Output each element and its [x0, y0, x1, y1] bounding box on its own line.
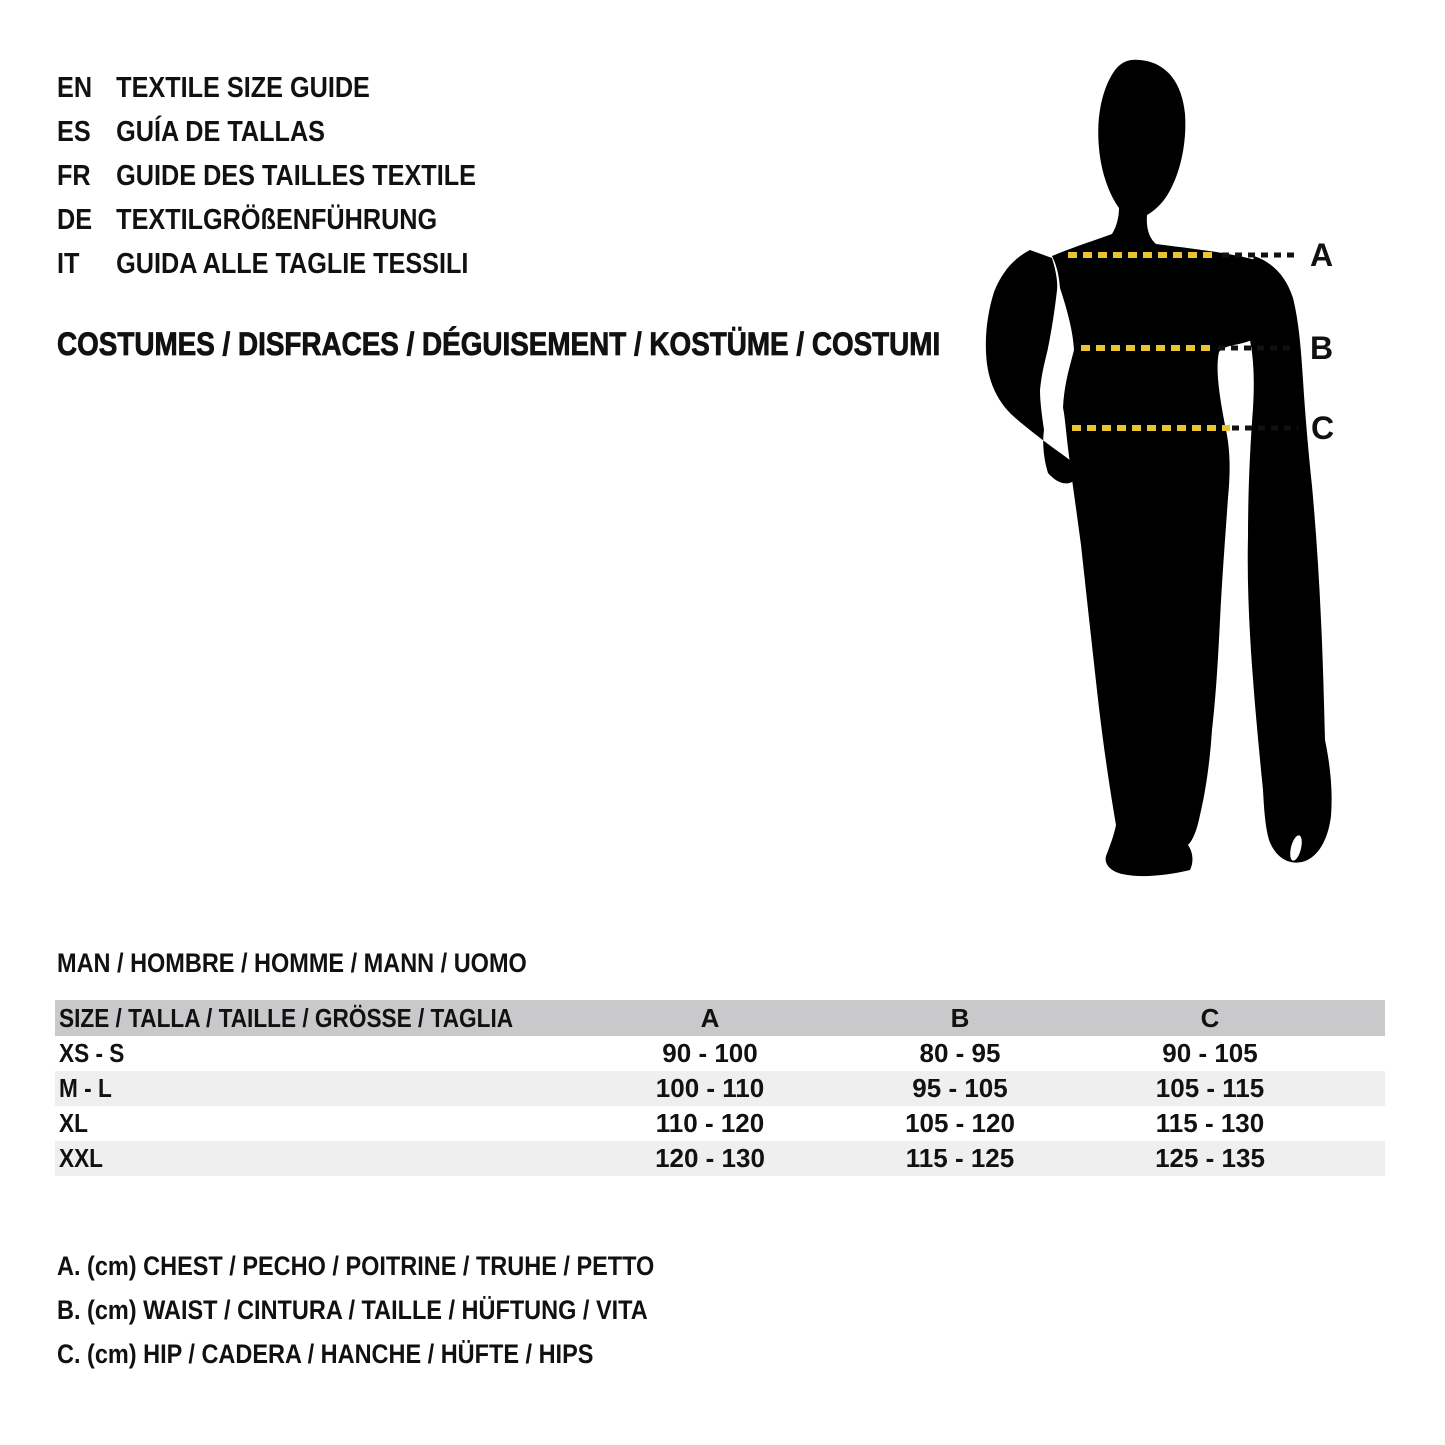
language-code: FR — [57, 160, 91, 192]
language-label: GUÍA DE TALLAS — [116, 116, 326, 148]
language-code: DE — [57, 204, 93, 236]
measure-label-b: B — [1310, 330, 1334, 366]
size-table — [55, 1000, 1385, 1176]
measure-label-a: A — [1310, 237, 1334, 273]
row-value-c: 115 - 130 — [1155, 1108, 1265, 1138]
language-list — [57, 66, 539, 286]
header-size-col: SIZE / TALLA / TAILLE / GRÖSSE / TAGLIA — [59, 1002, 514, 1033]
table-row — [55, 1071, 1385, 1106]
row-value-b: 105 - 120 — [905, 1108, 1015, 1138]
header-col-b: B — [950, 1002, 970, 1033]
category-title: COSTUMES / DISFRACES / DÉGUISEMENT / KOSTÜME / COSTUMI — [57, 326, 941, 362]
table-row — [55, 1036, 1385, 1071]
row-value-a: 100 - 110 — [655, 1073, 765, 1103]
table-row — [55, 1141, 1385, 1176]
language-label: GUIDE DES TAILLES TEXTILE — [116, 160, 476, 192]
row-value-a: 120 - 130 — [655, 1143, 765, 1173]
note-chest: A. (cm) CHEST / PECHO / POITRINE / TRUHE / PETTO — [57, 1251, 655, 1281]
row-size-label: M - L — [59, 1073, 112, 1103]
man-silhouette-figure — [960, 40, 1440, 950]
language-code: IT — [57, 248, 80, 280]
row-value-b: 115 - 125 — [905, 1143, 1015, 1173]
language-label: GUIDA ALLE TAGLIE TESSILI — [116, 248, 469, 280]
row-value-c: 105 - 115 — [1155, 1073, 1265, 1103]
size-table-header — [55, 1000, 1385, 1036]
measurement-notes — [57, 1244, 744, 1376]
row-size-label: XL — [59, 1108, 88, 1138]
note-waist: B. (cm) WAIST / CINTURA / TAILLE / HÜFTUNG / VITA — [57, 1295, 648, 1325]
row-value-b: 95 - 105 — [912, 1073, 1008, 1103]
measure-label-c: C — [1311, 410, 1335, 446]
row-size-label: XXL — [59, 1143, 104, 1173]
row-value-b: 80 - 95 — [919, 1038, 1001, 1068]
language-label: TEXTILGRÖßENFÜHRUNG — [116, 204, 438, 236]
language-code: EN — [57, 72, 93, 104]
language-row — [57, 198, 539, 242]
language-row — [57, 242, 539, 286]
language-code: ES — [57, 116, 91, 148]
table-row — [55, 1106, 1385, 1141]
row-value-c: 90 - 105 — [1162, 1038, 1258, 1068]
row-size-label: XS - S — [59, 1038, 125, 1068]
row-value-a: 90 - 100 — [662, 1038, 758, 1068]
language-label: TEXTILE SIZE GUIDE — [116, 72, 370, 104]
section-title-man: MAN / HOMBRE / HOMME / MANN / UOMO — [57, 948, 527, 978]
header-col-c: C — [1200, 1002, 1220, 1033]
body-silhouette — [1052, 60, 1278, 876]
row-value-c: 125 - 135 — [1155, 1143, 1265, 1173]
man-silhouette-svg — [960, 40, 1440, 950]
note-hip: C. (cm) HIP / CADERA / HANCHE / HÜFTE / HIPS — [57, 1339, 594, 1369]
language-row — [57, 154, 539, 198]
header-col-a: A — [700, 1002, 720, 1033]
language-row — [57, 66, 539, 110]
language-row — [57, 110, 539, 154]
row-value-a: 110 - 120 — [655, 1108, 765, 1138]
